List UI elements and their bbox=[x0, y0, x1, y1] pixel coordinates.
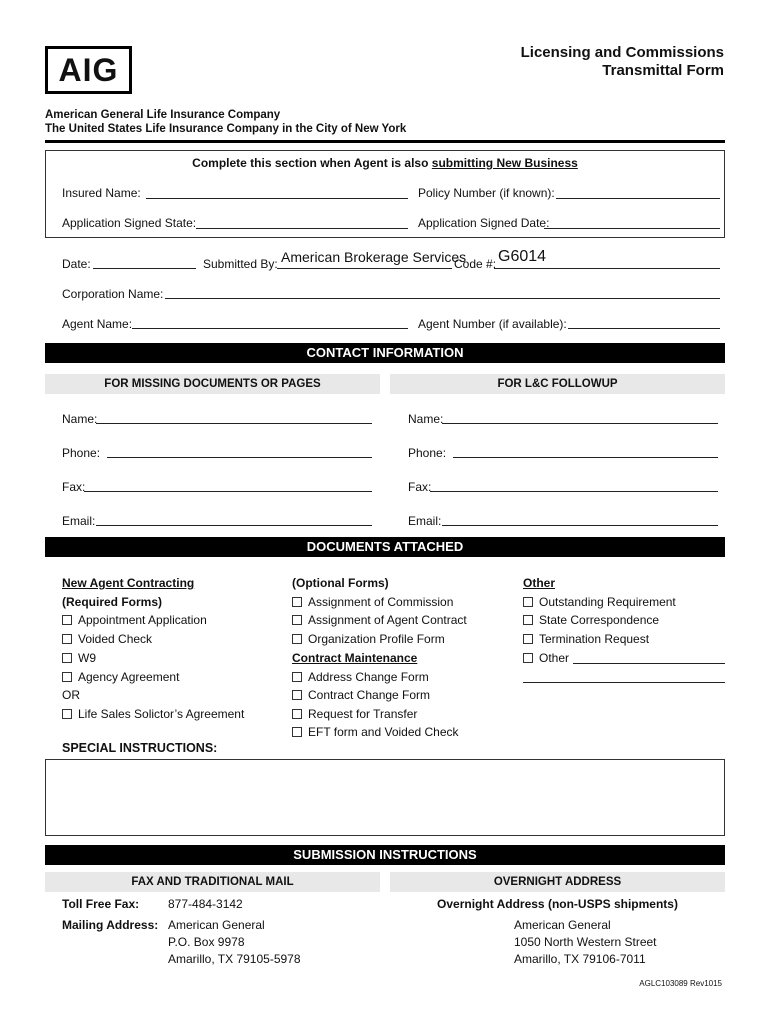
date-label: Date: bbox=[62, 257, 91, 271]
agent-name-field[interactable] bbox=[132, 328, 408, 329]
form-title-line1: Licensing and Commissions bbox=[520, 44, 724, 61]
contact-left-phone-label: Phone: bbox=[62, 446, 101, 460]
checkbox-icon[interactable] bbox=[523, 597, 533, 607]
overnight-address-line2: 1050 North Western Street bbox=[514, 935, 657, 949]
app-signed-date-field[interactable] bbox=[544, 228, 720, 229]
toll-free-value: 877-484-3142 bbox=[168, 897, 243, 911]
header-rule bbox=[45, 140, 725, 143]
checkbox-icon[interactable] bbox=[62, 653, 72, 663]
checkbox-outstanding-requirement[interactable]: Outstanding Requirement bbox=[523, 595, 676, 609]
insured-name-label: Insured Name: bbox=[62, 186, 141, 200]
form-title-line2: Transmittal Form bbox=[602, 62, 724, 79]
checkbox-icon[interactable] bbox=[292, 615, 302, 625]
contact-left-name-label: Name: bbox=[62, 412, 98, 426]
overnight-heading: OVERNIGHT ADDRESS bbox=[390, 872, 725, 892]
overnight-address-label: Overnight Address (non-USPS shipments) bbox=[437, 897, 678, 911]
overnight-address-line3: Amarillo, TX 79106-7011 bbox=[514, 952, 646, 966]
contact-right-name-field[interactable] bbox=[442, 423, 718, 424]
code-label: Code #: bbox=[454, 257, 497, 271]
other-field-line2[interactable] bbox=[523, 682, 725, 683]
company-name-2: The United States Life Insurance Company in the City of New York bbox=[45, 123, 407, 135]
app-signed-state-label: Application Signed State: bbox=[62, 216, 197, 230]
code-field[interactable] bbox=[494, 268, 720, 269]
contact-left-phone-field[interactable] bbox=[107, 457, 372, 458]
corporation-name-field[interactable] bbox=[165, 298, 720, 299]
checkbox-state-correspondence[interactable]: State Correspondence bbox=[523, 613, 659, 627]
other-heading: Other bbox=[523, 576, 556, 590]
checkbox-icon[interactable] bbox=[292, 634, 302, 644]
contact-left-email-label: Email: bbox=[62, 514, 96, 528]
contact-left-fax-field[interactable] bbox=[84, 491, 372, 492]
checkbox-icon[interactable] bbox=[62, 634, 72, 644]
checkbox-eft-form[interactable]: EFT form and Voided Check bbox=[292, 725, 459, 739]
checkbox-icon[interactable] bbox=[292, 690, 302, 700]
checkbox-organization-profile[interactable]: Organization Profile Form bbox=[292, 632, 445, 646]
checkbox-icon[interactable] bbox=[523, 653, 533, 663]
fax-mail-heading: FAX AND TRADITIONAL MAIL bbox=[45, 872, 380, 892]
mailing-address-label: Mailing Address: bbox=[62, 918, 159, 932]
missing-docs-heading: FOR MISSING DOCUMENTS OR PAGES bbox=[45, 374, 380, 394]
overnight-address-line1: American General bbox=[514, 918, 611, 932]
checkbox-icon[interactable] bbox=[292, 672, 302, 682]
aig-logo: AIG bbox=[45, 46, 132, 94]
toll-free-label: Toll Free Fax: bbox=[62, 897, 140, 911]
submitted-by-field[interactable] bbox=[277, 268, 452, 269]
company-name-1: American General Life Insurance Company bbox=[45, 109, 281, 121]
checkbox-request-transfer[interactable]: Request for Transfer bbox=[292, 707, 417, 721]
contact-right-fax-field[interactable] bbox=[430, 491, 718, 492]
contract-maintenance-heading: Contract Maintenance bbox=[292, 651, 418, 665]
app-signed-state-field[interactable] bbox=[196, 228, 408, 229]
checkbox-w9[interactable]: W9 bbox=[62, 651, 96, 665]
contact-left-fax-label: Fax: bbox=[62, 480, 86, 494]
checkbox-assignment-commission[interactable]: Assignment of Commission bbox=[292, 595, 453, 609]
submission-instructions-bar: SUBMISSION INSTRUCTIONS bbox=[45, 845, 725, 865]
submitted-by-label: Submitted By: bbox=[203, 257, 278, 271]
checkbox-icon[interactable] bbox=[292, 727, 302, 737]
checkbox-assignment-agent-contract[interactable]: Assignment of Agent Contract bbox=[292, 613, 467, 627]
contact-left-email-field[interactable] bbox=[96, 525, 372, 526]
checkbox-other[interactable]: Other bbox=[523, 651, 569, 665]
checkbox-icon[interactable] bbox=[62, 615, 72, 625]
new-agent-contracting-heading: New Agent Contracting bbox=[62, 576, 195, 590]
checkbox-icon[interactable] bbox=[292, 709, 302, 719]
checkbox-life-sales-solicitor[interactable]: Life Sales Solictor’s Agreement bbox=[62, 707, 244, 721]
optional-forms-heading: (Optional Forms) bbox=[292, 576, 389, 590]
special-instructions-label: SPECIAL INSTRUCTIONS: bbox=[62, 741, 218, 755]
new-business-heading: Complete this section when Agent is also submitting New Business bbox=[192, 156, 578, 170]
code-value[interactable]: G6014 bbox=[498, 248, 547, 265]
checkbox-termination-request[interactable]: Termination Request bbox=[523, 632, 649, 646]
insured-name-field[interactable] bbox=[146, 198, 408, 199]
contact-right-phone-field[interactable] bbox=[453, 457, 718, 458]
checkbox-agency-agreement[interactable]: Agency Agreement bbox=[62, 670, 179, 684]
agent-name-label: Agent Name: bbox=[62, 317, 133, 331]
required-forms-heading: (Required Forms) bbox=[62, 595, 163, 609]
contact-right-email-label: Email: bbox=[408, 514, 442, 528]
date-field[interactable] bbox=[93, 268, 196, 269]
checkbox-icon[interactable] bbox=[523, 615, 533, 625]
form-code: AGLC103089 Rev1015 bbox=[639, 979, 722, 988]
checkbox-appointment-application[interactable]: Appointment Application bbox=[62, 613, 207, 627]
agent-number-label: Agent Number (if available): bbox=[418, 317, 567, 331]
checkbox-icon[interactable] bbox=[523, 634, 533, 644]
or-label: OR bbox=[62, 688, 80, 702]
contact-information-bar: CONTACT INFORMATION bbox=[45, 343, 725, 363]
contact-right-phone-label: Phone: bbox=[408, 446, 447, 460]
mail-address-line2: P.O. Box 9978 bbox=[168, 935, 245, 949]
app-signed-date-label: Application Signed Date: bbox=[418, 216, 550, 230]
checkbox-contract-change[interactable]: Contract Change Form bbox=[292, 688, 430, 702]
contact-right-name-label: Name: bbox=[408, 412, 444, 426]
policy-number-field[interactable] bbox=[556, 198, 720, 199]
corporation-name-label: Corporation Name: bbox=[62, 287, 164, 301]
submitted-by-value[interactable]: American Brokerage Services bbox=[281, 249, 467, 265]
checkbox-voided-check[interactable]: Voided Check bbox=[62, 632, 152, 646]
mail-address-line1: American General bbox=[168, 918, 265, 932]
mail-address-line3: Amarillo, TX 79105-5978 bbox=[168, 952, 301, 966]
checkbox-icon[interactable] bbox=[62, 709, 72, 719]
policy-number-label: Policy Number (if known): bbox=[418, 186, 555, 200]
checkbox-icon[interactable] bbox=[62, 672, 72, 682]
special-instructions-box[interactable] bbox=[45, 759, 725, 836]
contact-right-email-field[interactable] bbox=[442, 525, 718, 526]
lc-followup-heading: FOR L&C FOLLOWUP bbox=[390, 374, 725, 394]
other-field-line1[interactable] bbox=[573, 663, 725, 664]
contact-right-fax-label: Fax: bbox=[408, 480, 432, 494]
checkbox-icon[interactable] bbox=[292, 597, 302, 607]
contact-left-name-field[interactable] bbox=[96, 423, 372, 424]
checkbox-address-change[interactable]: Address Change Form bbox=[292, 670, 429, 684]
agent-number-field[interactable] bbox=[568, 328, 720, 329]
documents-attached-bar: DOCUMENTS ATTACHED bbox=[45, 537, 725, 557]
